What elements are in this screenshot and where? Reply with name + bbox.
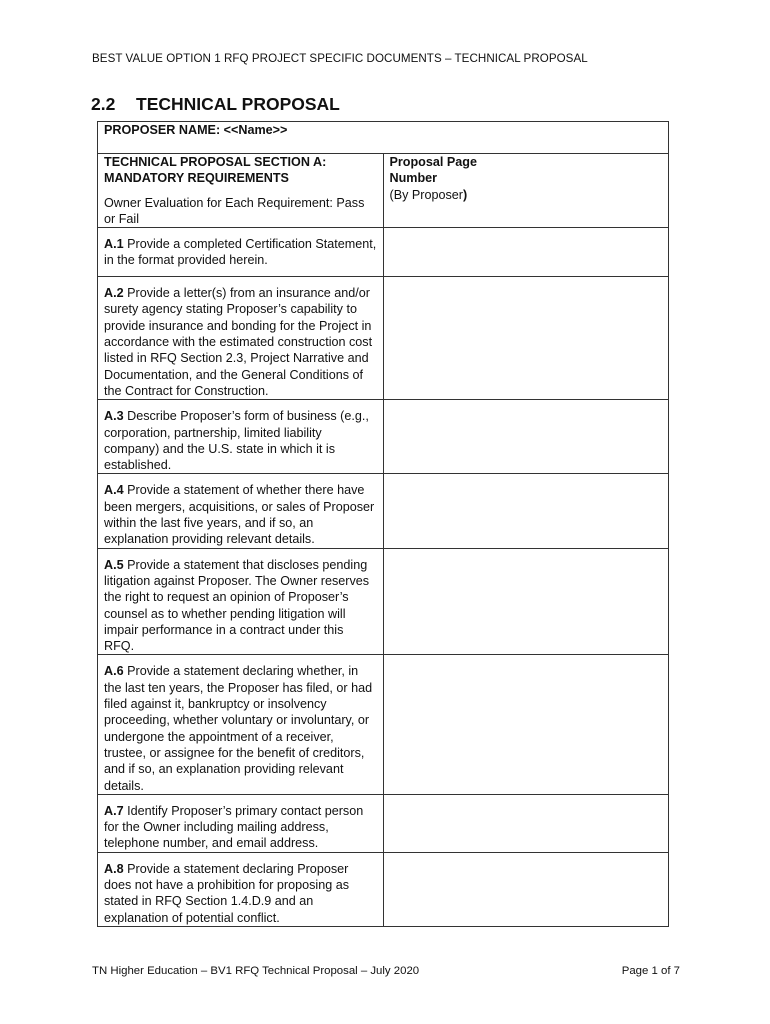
table-row bbox=[98, 852, 669, 926]
page-number-entry[interactable] bbox=[383, 548, 669, 655]
evaluation-note: Owner Evaluation for Each Requirement: Pass or Fail bbox=[104, 195, 365, 226]
requirement-code: A.4 bbox=[104, 483, 124, 498]
page-number-header-cell bbox=[383, 154, 669, 228]
requirement-cell bbox=[98, 474, 384, 548]
table-header-row bbox=[98, 154, 669, 228]
requirements-table bbox=[97, 121, 669, 927]
requirement-code: A.7 bbox=[104, 803, 124, 818]
requirement-cell bbox=[98, 277, 384, 400]
requirement-text: Provide a statement that discloses pending litigation against Proposer. The Owner reserves the right to request an opinion of Proposer’s counsel as to whether pending litigation will impair performance in a contract under this RFQ. bbox=[104, 557, 370, 654]
requirement-code: A.1 bbox=[104, 237, 124, 252]
page-number-entry[interactable] bbox=[383, 852, 669, 926]
page-col-line1: Proposal Page bbox=[389, 155, 477, 169]
table-row bbox=[98, 794, 669, 852]
table-row bbox=[98, 400, 669, 474]
table-row bbox=[98, 277, 669, 400]
requirement-cell bbox=[98, 548, 384, 655]
requirement-text: Identify Proposer’s primary contact person for the Owner including mailing address, telephone number, and email address. bbox=[104, 803, 364, 851]
requirement-cell bbox=[98, 794, 384, 852]
proposer-name-cell: PROPOSER NAME: <<Name>> bbox=[98, 122, 669, 154]
requirement-cell bbox=[98, 228, 384, 277]
section-title: TECHNICAL PROPOSAL bbox=[136, 94, 340, 114]
requirement-text: Provide a completed Certification Statement, in the format provided herein. bbox=[104, 237, 377, 268]
requirement-cell bbox=[98, 852, 384, 926]
section-title-line1: TECHNICAL PROPOSAL SECTION A: bbox=[104, 155, 327, 169]
requirement-cell bbox=[98, 400, 384, 474]
page-col-line2: Number bbox=[389, 171, 438, 186]
table-row bbox=[98, 228, 669, 277]
section-number: 2.2 bbox=[91, 94, 116, 114]
table-row bbox=[98, 548, 669, 655]
requirement-text: Describe Proposer’s form of business (e.g., corporation, partnership, limited liability company) and the U.S. state in which it is established. bbox=[104, 409, 369, 473]
requirement-code: A.5 bbox=[104, 557, 124, 572]
requirement-text: Provide a letter(s) from an insurance and/or surety agency stating Proposer’s capability to provide insurance and bonding for the Project in accordance with the estimated construction cost listed in RFQ Section 2.3, Project Narrative and Documentation, and the General Conditions of the Contract for Construction. bbox=[104, 286, 373, 398]
requirement-text: Provide a statement of whether there have been mergers, acquisitions, or sales of Proposer within the last five years, and if so, an explanation providing relevant details. bbox=[104, 483, 375, 547]
page-col-by: (By Proposer bbox=[389, 187, 463, 202]
page-number-entry[interactable] bbox=[383, 794, 669, 852]
running-header: BEST VALUE OPTION 1 RFQ PROJECT SPECIFIC DOCUMENTS – TECHNICAL PROPOSAL bbox=[92, 52, 588, 65]
footer-page-number: Page 1 of 7 bbox=[621, 965, 680, 977]
section-heading bbox=[91, 94, 340, 115]
page-number-entry[interactable] bbox=[383, 400, 669, 474]
requirement-code: A.3 bbox=[104, 409, 124, 424]
requirement-text: Provide a statement declaring whether, in the last ten years, the Proposer has filed, or had filed against it, bankruptcy or insolvency proceeding, whether voluntary or involuntary, or undergone the appointment of a receiver, trustee, or assignee for the benefit of creditors, and if so, an explanation providing relevant details. bbox=[104, 664, 373, 793]
section-header-cell bbox=[98, 154, 384, 228]
page-col-by-close: ) bbox=[463, 187, 468, 202]
requirement-code: A.6 bbox=[104, 664, 124, 679]
page-number-entry[interactable] bbox=[383, 228, 669, 277]
section-title-line2: MANDATORY REQUIREMENTS bbox=[104, 171, 289, 186]
requirement-code: A.2 bbox=[104, 286, 124, 301]
requirement-text: Provide a statement declaring Proposer does not have a prohibition for proposing as stated in RFQ Section 1.4.D.9 and an explanation of potential conflict. bbox=[104, 861, 350, 925]
table-row bbox=[98, 655, 669, 794]
page-number-entry[interactable] bbox=[383, 474, 669, 548]
table-row bbox=[98, 474, 669, 548]
requirement-cell bbox=[98, 655, 384, 794]
page-number-entry[interactable] bbox=[383, 277, 669, 400]
page-number-entry[interactable] bbox=[383, 655, 669, 794]
proposer-name-row bbox=[98, 122, 669, 154]
footer-document-title: TN Higher Education – BV1 RFQ Technical Proposal – July 2020 bbox=[92, 965, 420, 977]
requirement-code: A.8 bbox=[104, 861, 124, 876]
